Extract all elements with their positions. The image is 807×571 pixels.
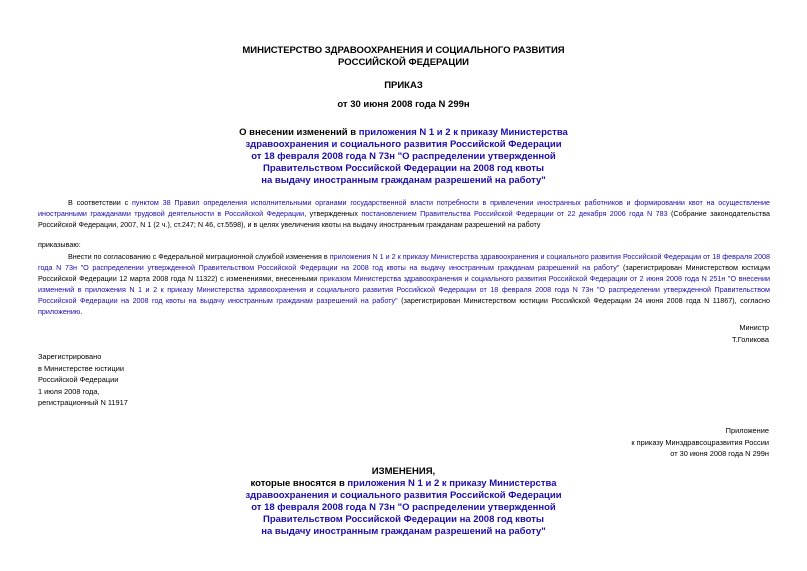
title-link-line-3[interactable]: от 18 февраля 2008 года N 73н "О распределении утвержденной	[251, 151, 556, 162]
title-prefix: О внесении изменений в	[239, 127, 359, 138]
order-paragraph: Внести по согласованию с Федеральной миграционной службой изменения в приложения N 1 и 2 к приказу Министерства здравоохранения и социального развития Российской Федерации от 18 февраля 2008 года N 73н "О распределении утвержденной Правительством Российской Федерации на 2008 год квоты на выдачу иностранным гражданам разрешений на работу" (зарегистрирован Министерством юстиции Российской Федерации 12 марта 2008 года N 11322) с изменениями, внесенными приказом Министерства здравоохранения и социального развития Российской Федерации от 2 июня 2008 года N 251н "О внесении изменений в приложения N 1 и 2 к приказу Министерства здравоохранения и социального развития Российской Федерации от 18 февраля 2008 года N 73н "О распределении утвержденной Правительством Российской Федерации на 2008 год квоты на выдачу иностранным гражданам разрешений на работу" (зарегистрирован Министерством юстиции Российской Федерации 24 июня 2008 года N 11867), согласно приложению.	[38, 252, 771, 316]
registration-block: Зарегистрировано в Министерстве юстиции Российской Федерации 1 июля 2008 года, регистрационный N 11917	[38, 352, 128, 407]
link-rules-item-38[interactable]: пунктом 38 Правил определения исполнительными органами государственной власти потребности в привлечении иностранных работников и формировании квот на осуществление иностранными гражданами трудовой деятельности в Российской Федерации	[38, 198, 770, 218]
order-word: приказываю:	[38, 240, 81, 249]
ministry-line-1: МИНИСТЕРСТВО ЗДРАВООХРАНЕНИЯ И СОЦИАЛЬНОГО РАЗВИТИЯ	[242, 45, 565, 56]
changes-link-line-2[interactable]: здравоохранения и социального развития Российской Федерации	[245, 490, 562, 501]
ministry-header	[0, 45, 807, 69]
doc-date-number: от 30 июня 2008 года N 299н	[337, 99, 470, 110]
link-order-251n[interactable]: приказом Министерства здравоохранения и социального развития Российской Федерации от 2 июня 2008 года N 251н "О внесении изменений в приложения N 1 и 2 к приказу Министерства здравоохранения и социального развития Российской Федерации от 18 февраля 2008 года N 73н "О распределении утвержденной Правительством Российской Федерации на 2008 год квоты на выдачу иностранным гражданам разрешений на работу"	[38, 274, 770, 305]
title-link-line-4[interactable]: Правительством Российской Федерации на 2008 год квоты	[263, 163, 544, 174]
changes-link-appendix[interactable]: приложения N 1 и 2 к приказу Министерства	[347, 478, 557, 489]
changes-link-line-5[interactable]: на выдачу иностранным гражданам разрешений на работу"	[261, 526, 546, 537]
changes-link-line-3[interactable]: от 18 февраля 2008 года N 73н "О распределении утвержденной	[251, 502, 556, 513]
signature-name: Т.Голикова	[731, 334, 769, 344]
title-link-line-5[interactable]: на выдачу иностранным гражданам разрешений на работу"	[261, 175, 546, 186]
signature-block	[732, 322, 769, 345]
document-title	[0, 127, 807, 187]
changes-link-line-4[interactable]: Правительством Российской Федерации на 2008 год квоты	[263, 514, 544, 525]
title-link-line-2[interactable]: здравоохранения и социального развития Российской Федерации	[245, 139, 562, 150]
appendix-reference: Приложение к приказу Минздравсоцразвития России от 30 июня 2008 года N 299н	[631, 426, 769, 458]
link-appendix[interactable]: приложению	[38, 307, 81, 316]
changes-heading: ИЗМЕНЕНИЯ, которые вносятся в приложения N 1 и 2 к приказу Министерства здравоохранения и социального развития Российской Федерации от 18 февраля 2008 года N 73н "О распределении утвержденной Правительством Российской Федерации на 2008 год квоты на выдачу иностранным гражданам разрешений на работу"	[0, 466, 807, 538]
doc-type: ПРИКАЗ	[384, 80, 423, 91]
ministry-line-2: РОССИЙСКОЙ ФЕДЕРАЦИИ	[337, 57, 469, 68]
link-appendices-order-73n[interactable]: приложения N 1 и 2 к приказу Министерства здравоохранения и социального развития Российской Федерации от 18 февраля 2008 года N 73н "О распределении утвержденной Правительством Российской Федерации на 2008 год квоты на выдачу иностранным гражданам разрешений на работу"	[38, 252, 771, 272]
link-government-decree[interactable]: постановлением Правительства Российской Федерации от 22 декабря 2006 года N 783	[361, 209, 668, 218]
preamble-paragraph: В соответствии с пунктом 38 Правил определения исполнительными органами государственной власти потребности в привлечении иностранных работников и формировании квот на осуществление иностранными гражданами трудовой деятельности в Российской Федерации, утвержденных постановлением Правительства Российской Федерации от 22 декабря 2006 года N 783 (Собрание законодательства Российской Федерации, 2007, N 1 (2 ч.), ст.247; N 46, ст.5598), и в целях увеличения квоты на выдачу иностранным гражданам разрешений на работу	[38, 198, 770, 229]
title-link-appendix[interactable]: приложения N 1 и 2 к приказу Министерства	[358, 127, 568, 138]
signature-position: Министр	[739, 323, 769, 332]
changes-title: ИЗМЕНЕНИЯ,	[371, 466, 436, 477]
